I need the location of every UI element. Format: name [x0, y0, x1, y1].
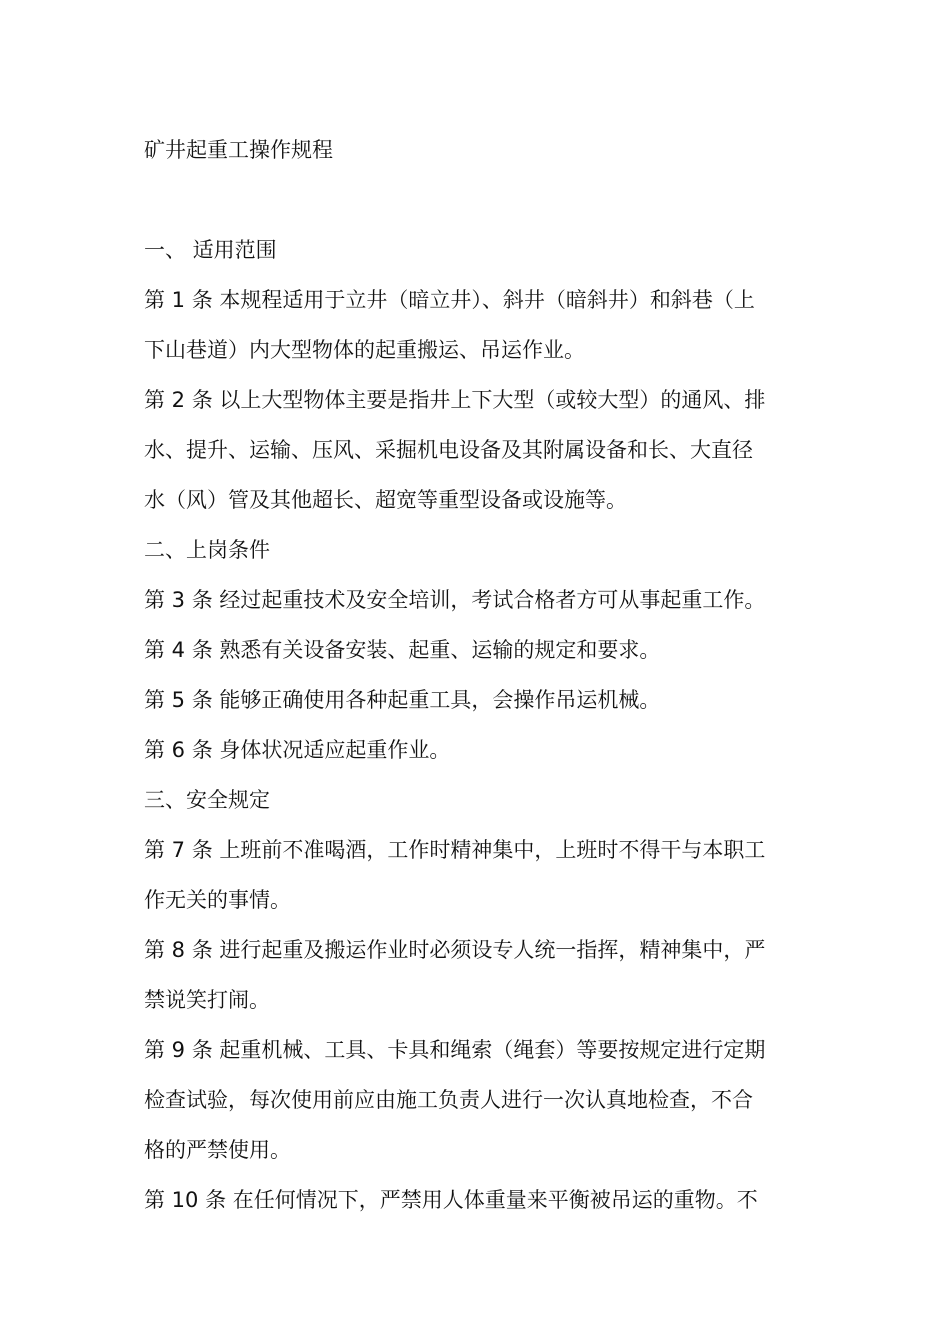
article-8-line-1: 第 8 条 进行起重及搬运作业时必须设专人统一指挥，精神集中，严	[144, 938, 766, 962]
document-title: 矿井起重工操作规程	[144, 138, 333, 162]
article-7-line-2: 作无关的事情。	[144, 888, 291, 912]
article-2-line-3: 水（风）管及其他超长、超宽等重型设备或设施等。	[144, 488, 627, 512]
article-10-line-1: 第 10 条 在任何情况下，严禁用人体重量来平衡被吊运的重物。不	[144, 1188, 758, 1212]
article-1-line-2: 下山巷道）内大型物体的起重搬运、吊运作业。	[144, 338, 585, 362]
article-9-line-1: 第 9 条 起重机械、工具、卡具和绳索（绳套）等要按规定进行定期	[144, 1038, 766, 1062]
article-9-line-2: 检查试验，每次使用前应由施工负责人进行一次认真地检查，不合	[144, 1088, 753, 1112]
section-heading-safety: 三、安全规定	[144, 788, 270, 812]
article-4: 第 4 条 熟悉有关设备安装、起重、运输的规定和要求。	[144, 638, 661, 662]
document-body	[144, 125, 810, 1225]
article-2-line-2: 水、提升、运输、压风、采掘机电设备及其附属设备和长、大直径	[144, 438, 753, 462]
article-9-line-3: 格的严禁使用。	[144, 1138, 291, 1162]
article-6: 第 6 条 身体状况适应起重作业。	[144, 738, 451, 762]
article-3: 第 3 条 经过起重技术及安全培训，考试合格者方可从事起重工作。	[144, 588, 766, 612]
article-7-line-1: 第 7 条 上班前不准喝酒，工作时精神集中，上班时不得干与本职工	[144, 838, 766, 862]
article-1-line-1: 第 1 条 本规程适用于立井（暗立井）、斜井（暗斜井）和斜巷（上	[144, 288, 755, 312]
article-5: 第 5 条 能够正确使用各种起重工具，会操作吊运机械。	[144, 688, 661, 712]
article-2-line-1: 第 2 条 以上大型物体主要是指井上下大型（或较大型）的通风、排	[144, 388, 766, 412]
section-heading-conditions: 二、上岗条件	[144, 538, 270, 562]
article-8-line-2: 禁说笑打闹。	[144, 988, 270, 1012]
section-heading-scope: 一、 适用范围	[144, 238, 277, 262]
